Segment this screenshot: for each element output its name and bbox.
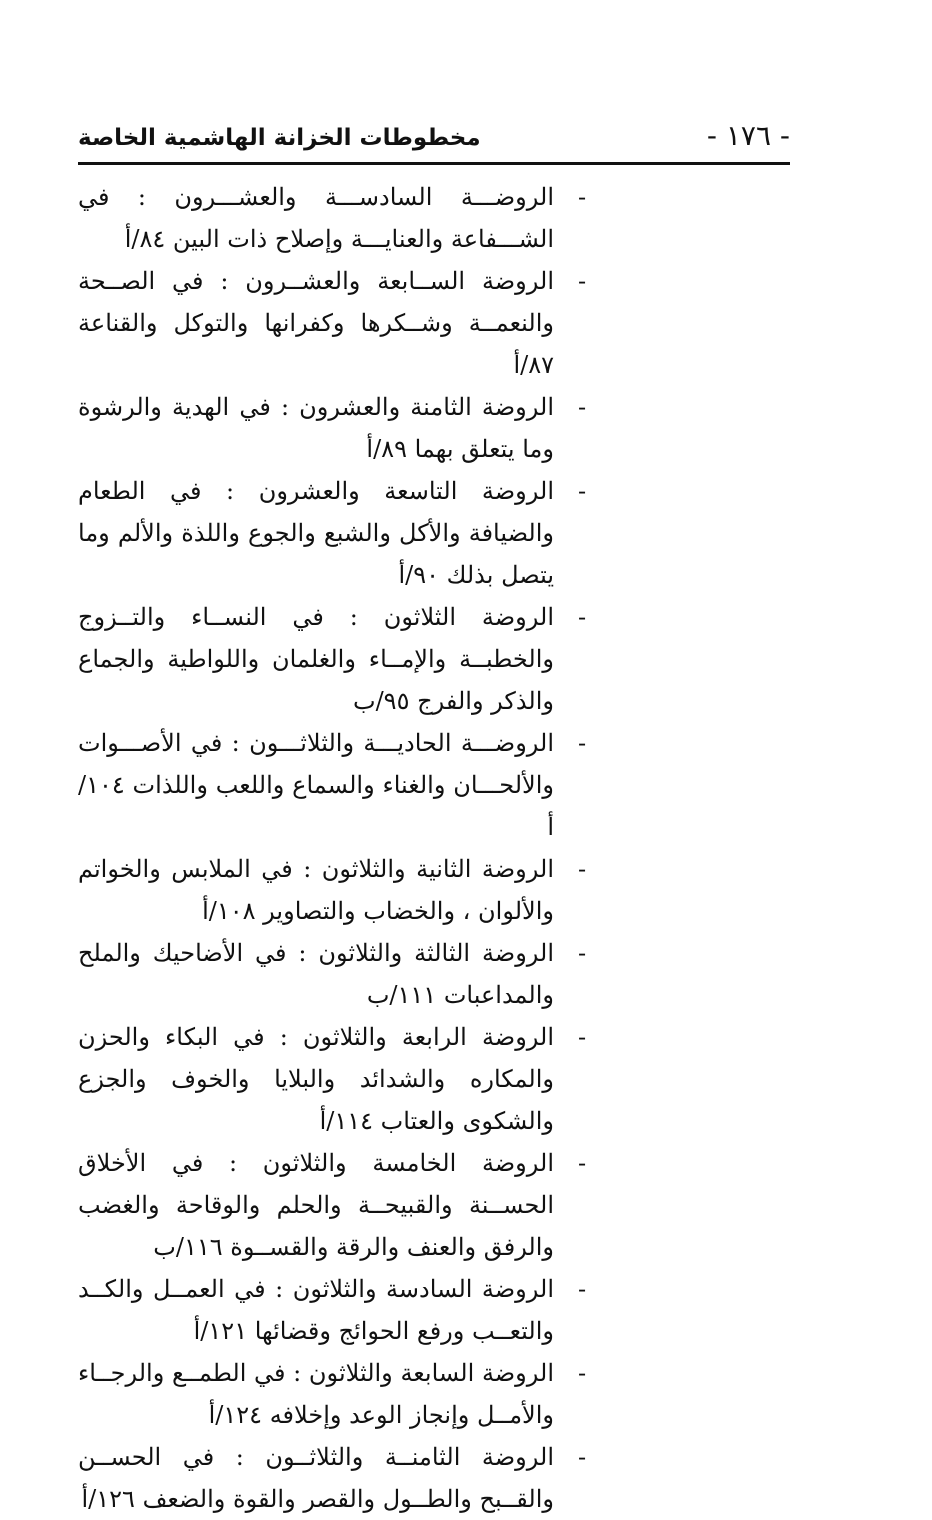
entry-text: الروضة السادسة والثلاثون : في العمــل والكــد والتعــب ورفع الحوائج وقضائها ١٢١/أ — [78, 1275, 554, 1345]
list-dash: - — [577, 1359, 587, 1387]
running-title: مخطوطات الخزانة الهاشمية الخاصة — [78, 125, 481, 151]
entry-text: الروضة الثالثة والثلاثون : في الأضاحيك والملح والمداعبات ١١١/ب — [78, 939, 554, 1009]
entry-text: الروضـــة السادســـة والعشـــرون : في الشـــفاعة والعنايـــة وإصلاح ذات البين ٨٤/أ — [78, 183, 554, 253]
list-item — [78, 386, 596, 470]
entry-text: الروضة الخامسة والثلاثون : في الأخلاق الحســنة والقبيحــة والحلم والوقاحة والغضب والرفق والعنف والرقة والقســوة ١١٦/ب — [78, 1149, 554, 1261]
list-item — [78, 1268, 596, 1352]
list-item — [78, 1436, 596, 1520]
list-dash: - — [577, 939, 587, 967]
list-dash: - — [577, 267, 587, 295]
entry-text: الروضة الثلاثون : في النســاء والتــزوج والخطبــة والإمــاء والغلمان واللواطية والجماع والذكر والفرج ٩٥/ب — [78, 603, 554, 715]
list-dash: - — [577, 393, 587, 421]
entry-text: الروضة الثامنة والعشرون : في الهدية والرشوة وما يتعلق بهما ٨٩/أ — [78, 393, 554, 463]
page-number: - ١٧٦ - — [706, 119, 790, 152]
list-dash: - — [577, 729, 587, 757]
list-item — [78, 1142, 596, 1268]
list-item — [78, 260, 596, 386]
contents-list — [78, 176, 596, 1520]
list-dash: - — [577, 1275, 587, 1303]
page-header — [78, 118, 790, 166]
entry-text: الروضة التاسعة والعشرون : في الطعام والضيافة والأكل والشبع والجوع واللذة والألم وما يتصل بذلك ٩٠/أ — [78, 477, 554, 589]
list-item — [78, 1016, 596, 1142]
entry-text: الروضة الثانية والثلاثون : في الملابس والخواتم والألوان ، والخضاب والتصاوير ١٠٨/أ — [78, 855, 554, 925]
list-item — [78, 176, 596, 260]
entry-text: الروضة الســابعة والعشــرون : في الصــحة والنعمــة وشــكرها وكفرانها والتوكل والقناعة ٨٧/أ — [78, 267, 554, 379]
list-dash: - — [577, 477, 587, 505]
entry-text: الروضة الثامنــة والثلاثــون : في الحســن والقــبح والطــول والقصر والقوة والضعف ١٢٦/أ — [78, 1443, 554, 1513]
list-item — [78, 932, 596, 1016]
list-dash: - — [577, 603, 587, 631]
list-item — [78, 722, 596, 848]
entry-text: الروضة السابعة والثلاثون : في الطمــع والرجــاء والأمــل وإنجاز الوعد وإخلافه ١٢٤/أ — [78, 1359, 554, 1429]
list-item — [78, 596, 596, 722]
list-item — [78, 848, 596, 932]
entry-text: الروضـــة الحاديـــة والثلاثـــون : في الأصـــوات والألحـــان والغناء والسماع واللعب واللذات ١٠٤/أ — [78, 729, 554, 841]
list-dash: - — [577, 1023, 587, 1051]
list-dash: - — [577, 183, 587, 211]
list-item — [78, 470, 596, 596]
header-divider — [78, 162, 790, 165]
list-dash: - — [577, 1149, 587, 1177]
list-dash: - — [577, 1443, 587, 1471]
entry-text: الروضة الرابعة والثلاثون : في البكاء والحزن والمكاره والشدائد والبلايا والخوف والجزع والشكوى والعتاب ١١٤/أ — [78, 1023, 554, 1135]
list-item — [78, 1352, 596, 1436]
list-dash: - — [577, 855, 587, 883]
